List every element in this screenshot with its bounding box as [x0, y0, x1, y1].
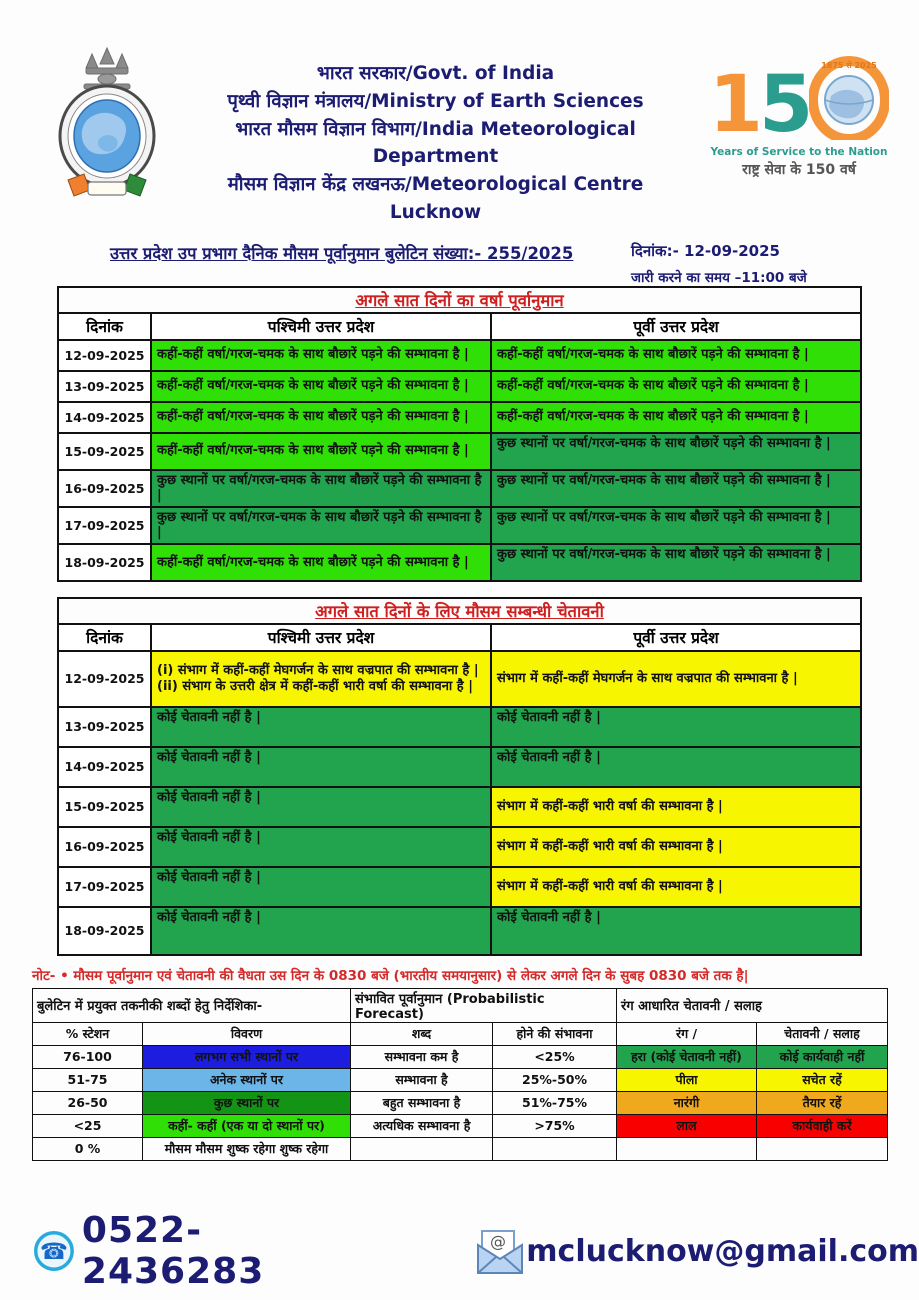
forecast-header-date: दिनांक — [58, 313, 151, 340]
warning-date: 14-09-2025 — [58, 747, 151, 787]
legend-col-desc: विवरण — [143, 1022, 351, 1045]
legend-prob — [493, 1137, 617, 1160]
legend-colour-name: नारंगी — [617, 1091, 757, 1114]
legend-pct: 0 % — [33, 1137, 143, 1160]
forecast-west-cell: कहीं-कहीं वर्षा/गरज-चमक के साथ बौछारें पड़ने की सम्भावना है | — [151, 433, 491, 470]
forecast-east-cell: कहीं-कहीं वर्षा/गरज-चमक के साथ बौछारें पड़ने की सम्भावना है | — [491, 402, 861, 433]
forecast-west-cell: कहीं-कहीं वर्षा/गरज-चमक के साथ बौछारें पड़ने की सम्भावना है | — [151, 340, 491, 371]
legend-word: बहुत सम्भावना है — [351, 1091, 493, 1114]
bulletin-title-row — [0, 241, 919, 286]
forecast-row — [58, 470, 861, 507]
note-text: नोट- • मौसम पूर्वानुमान एवं चेतावनी की वैधता उस दिन के 0830 बजे (भारतीय समयानुसार) से लेकर अगले दिन के सुबह 0830 बजे तक है| — [32, 967, 749, 984]
warning-west-line-2: (ii) संभाग के उत्तरी क्षेत्र में कहीं-कहीं भारी वर्षा की सम्भावना है | — [157, 678, 473, 694]
warning-east-cell: कोई चेतावनी नहीं है | — [491, 707, 861, 747]
logo-150-years — [689, 42, 909, 179]
warning-east-cell: संभाग में कहीं-कहीं मेघगर्जन के साथ वज्रपात की सम्भावना है | — [491, 651, 861, 707]
warning-row — [58, 907, 861, 955]
forecast-east-cell: कुछ स्थानों पर वर्षा/गरज-चमक के साथ बौछारें पड़ने की सम्भावना है | — [491, 544, 861, 581]
forecast-row — [58, 433, 861, 470]
warning-row — [58, 651, 861, 707]
email-icon — [474, 1227, 526, 1275]
forecast-east-cell: कुछ स्थानों पर वर्षा/गरज-चमक के साथ बौछारें पड़ने की सम्भावना है | — [491, 433, 861, 470]
legend-desc: अनेक स्थानों पर — [143, 1068, 351, 1091]
legend-prob: >75% — [493, 1114, 617, 1137]
legend-row — [33, 1091, 888, 1114]
forecast-east-cell: कुछ स्थानों पर वर्षा/गरज-चमक के साथ बौछारें पड़ने की सम्भावना है | — [491, 507, 861, 544]
logo150-digit-5: 5 — [759, 59, 810, 150]
warning-west-cell — [151, 651, 491, 707]
bulletin-issue-time: जारी करने का समय –11:00 बजे — [631, 269, 807, 286]
forecast-date: 12-09-2025 — [58, 340, 151, 371]
forecast-date: 15-09-2025 — [58, 433, 151, 470]
forecast-east-cell: कहीं-कहीं वर्षा/गरज-चमक के साथ बौछारें पड़ने की सम्भावना है | — [491, 340, 861, 371]
org-line-centre: मौसम विज्ञान केंद्र लखनऊ/Meteorological Centre Lucknow — [227, 174, 644, 223]
email-address: mclucknow@gmail.com — [526, 1233, 919, 1269]
warning-west-cell: कोई चेतावनी नहीं है | — [151, 747, 491, 787]
warning-table-title-cell — [58, 598, 861, 624]
legend-row — [33, 1114, 888, 1137]
legend-word: अत्यधिक सम्भावना है — [351, 1114, 493, 1137]
org-line-imd: भारत मौसम विज्ञान विभाग/India Meteorological Department — [235, 118, 636, 168]
warning-row — [58, 747, 861, 787]
warning-table-title: अगले सात दिनों के लिए मौसम सम्बन्धी चेतावनी — [315, 602, 604, 622]
forecast-east-cell: कुछ स्थानों पर वर्षा/गरज-चमक के साथ बौछारें पड़ने की सम्भावना है | — [491, 470, 861, 507]
org-title-block — [182, 42, 689, 227]
legend-col-pct: % स्टेशन — [33, 1022, 143, 1045]
legend-prob: 51%-75% — [493, 1091, 617, 1114]
legend-word: सम्भावना कम है — [351, 1045, 493, 1068]
legend-desc: कहीं- कहीं (एक या दो स्थानों पर) — [143, 1114, 351, 1137]
footer-contacts — [34, 1210, 919, 1292]
warning-date: 18-09-2025 — [58, 907, 151, 955]
legend-pct: <25 — [33, 1114, 143, 1137]
legend-table — [32, 988, 888, 1161]
legend-word — [351, 1137, 493, 1160]
forecast-row — [58, 371, 861, 402]
forecast-header-west: पश्चिमी उत्तर प्रदेश — [151, 313, 491, 340]
warning-row — [58, 827, 861, 867]
warning-date: 16-09-2025 — [58, 827, 151, 867]
warning-date: 15-09-2025 — [58, 787, 151, 827]
warning-date: 13-09-2025 — [58, 707, 151, 747]
logo150-digit-1: 1 — [708, 59, 759, 150]
svg-text:@: @ — [490, 1232, 507, 1251]
forecast-west-cell: कुछ स्थानों पर वर्षा/गरज-चमक के साथ बौछारें पड़ने की सम्भावना है | — [151, 507, 491, 544]
warning-header-east: पूर्वी उत्तर प्रदेश — [491, 624, 861, 651]
legend-col-prob: होने की संभावना — [493, 1022, 617, 1045]
warning-east-cell: संभाग में कहीं-कहीं भारी वर्षा की सम्भावना है | — [491, 867, 861, 907]
legend-desc: लगभग सभी स्थानों पर — [143, 1045, 351, 1068]
imd-emblem-icon — [42, 42, 182, 214]
forecast-table-title-cell — [58, 287, 861, 313]
forecast-row — [58, 507, 861, 544]
warning-row — [58, 787, 861, 827]
legend-section-probabilistic: संभावित पूर्वानुमान (Probabilistic Forecast) — [351, 988, 617, 1022]
warning-east-cell: कोई चेतावनी नहीं है | — [491, 747, 861, 787]
logo150-years-hi: राष्ट्र सेवा के 150 वर्ष — [742, 162, 856, 178]
warning-header-west: पश्चिमी उत्तर प्रदेश — [151, 624, 491, 651]
warning-header-date: दिनांक — [58, 624, 151, 651]
legend-colour-name: लाल — [617, 1114, 757, 1137]
warning-west-cell: कोई चेतावनी नहीं है | — [151, 827, 491, 867]
legend-pct: 76-100 — [33, 1045, 143, 1068]
forecast-east-cell: कहीं-कहीं वर्षा/गरज-चमक के साथ बौछारें पड़ने की सम्भावना है | — [491, 371, 861, 402]
forecast-west-cell: कुछ स्थानों पर वर्षा/गरज-चमक के साथ बौछारें पड़ने की सम्भावना है | — [151, 470, 491, 507]
warning-west-cell: कोई चेतावनी नहीं है | — [151, 907, 491, 955]
legend-prob: <25% — [493, 1045, 617, 1068]
warning-west-line-1: (i) संभाग में कहीं-कहीं मेघगर्जन के साथ वज्रपात की सम्भावना है | — [157, 663, 479, 679]
warning-west-cell: कोई चेतावनी नहीं है | — [151, 707, 491, 747]
legend-col-advice: चेतावनी / सलाह — [757, 1022, 888, 1045]
legend-pct: 26-50 — [33, 1091, 143, 1114]
legend-colour-name: हरा (कोई चेतावनी नहीं) — [617, 1045, 757, 1068]
warning-west-cell: कोई चेतावनी नहीं है | — [151, 787, 491, 827]
forecast-date: 16-09-2025 — [58, 470, 151, 507]
forecast-date: 18-09-2025 — [58, 544, 151, 581]
forecast-header-east: पूर्वी उत्तर प्रदेश — [491, 313, 861, 340]
legend-pct: 51-75 — [33, 1068, 143, 1091]
warning-east-cell: कोई चेतावनी नहीं है | — [491, 907, 861, 955]
forecast-row — [58, 544, 861, 581]
logo150-arc-years: 1875 से 2025 — [821, 61, 878, 70]
warning-east-cell: संभाग में कहीं-कहीं भारी वर्षा की सम्भावना है | — [491, 787, 861, 827]
warning-row — [58, 707, 861, 747]
bulletin-date: दिनांक:- 12-09-2025 — [631, 241, 780, 260]
warning-date: 17-09-2025 — [58, 867, 151, 907]
legend-col-colour: रंग / — [617, 1022, 757, 1045]
forecast-table-title: अगले सात दिनों का वर्षा पूर्वानुमान — [355, 291, 564, 310]
svg-text:☎: ☎ — [39, 1238, 68, 1265]
legend-section-colour: रंग आधारित चेतावनी / सलाह — [617, 988, 888, 1022]
forecast-west-cell: कहीं-कहीं वर्षा/गरज-चमक के साथ बौछारें पड़ने की सम्भावना है | — [151, 544, 491, 581]
legend-row — [33, 1068, 888, 1091]
warning-table — [57, 597, 862, 956]
legend-advice — [757, 1137, 888, 1160]
forecast-row — [58, 402, 861, 433]
warning-row — [58, 867, 861, 907]
warning-east-cell: संभाग में कहीं-कहीं भारी वर्षा की सम्भावना है | — [491, 827, 861, 867]
org-line-ministry: पृथ्वी विज्ञान मंत्रालय/Ministry of Earth Sciences — [227, 90, 644, 112]
legend-desc: कुछ स्थानों पर — [143, 1091, 351, 1114]
warning-date: 12-09-2025 — [58, 651, 151, 707]
legend-advice: कार्यवाही करें — [757, 1114, 888, 1137]
legend-row — [33, 1137, 888, 1160]
legend-colour-name: पीला — [617, 1068, 757, 1091]
legend-advice: तैयार रहें — [757, 1091, 888, 1114]
legend-desc: मौसम मौसम शुष्क रहेगा शुष्क रहेगा — [143, 1137, 351, 1160]
org-line-govt: भारत सरकार/Govt. of India — [316, 63, 555, 84]
logo150-zero-globe-icon — [809, 54, 889, 140]
legend-col-word: शब्द — [351, 1022, 493, 1045]
forecast-row — [58, 340, 861, 371]
header-section — [0, 42, 919, 227]
legend-prob: 25%-50% — [493, 1068, 617, 1091]
forecast-date: 13-09-2025 — [58, 371, 151, 402]
forecast-west-cell: कहीं-कहीं वर्षा/गरज-चमक के साथ बौछारें पड़ने की सम्भावना है | — [151, 371, 491, 402]
legend-word: सम्भावना है — [351, 1068, 493, 1091]
legend-row — [33, 1045, 888, 1068]
forecast-date: 17-09-2025 — [58, 507, 151, 544]
forecast-table — [57, 286, 862, 582]
legend-advice: सचेत रहें — [757, 1068, 888, 1091]
phone-number: 0522-2436283 — [81, 1210, 265, 1292]
phone-icon — [34, 1228, 74, 1274]
legend-colour-name — [617, 1137, 757, 1160]
forecast-west-cell: कहीं-कहीं वर्षा/गरज-चमक के साथ बौछारें पड़ने की सम्भावना है | — [151, 402, 491, 433]
legend-section-terms: बुलेटिन में प्रयुक्त तकनीकी शब्दों हेतु निर्देशिका- — [33, 988, 351, 1022]
logo150-years-en: Years of Service to the Nation — [710, 146, 888, 158]
legend-advice: कोई कार्यवाही नहीं — [757, 1045, 888, 1068]
forecast-date: 14-09-2025 — [58, 402, 151, 433]
bulletin-title: उत्तर प्रदेश उप प्रभाग दैनिक मौसम पूर्वानुमान बुलेटिन संख्या:- 255/2025 — [110, 243, 574, 263]
warning-west-cell: कोई चेतावनी नहीं है | — [151, 867, 491, 907]
